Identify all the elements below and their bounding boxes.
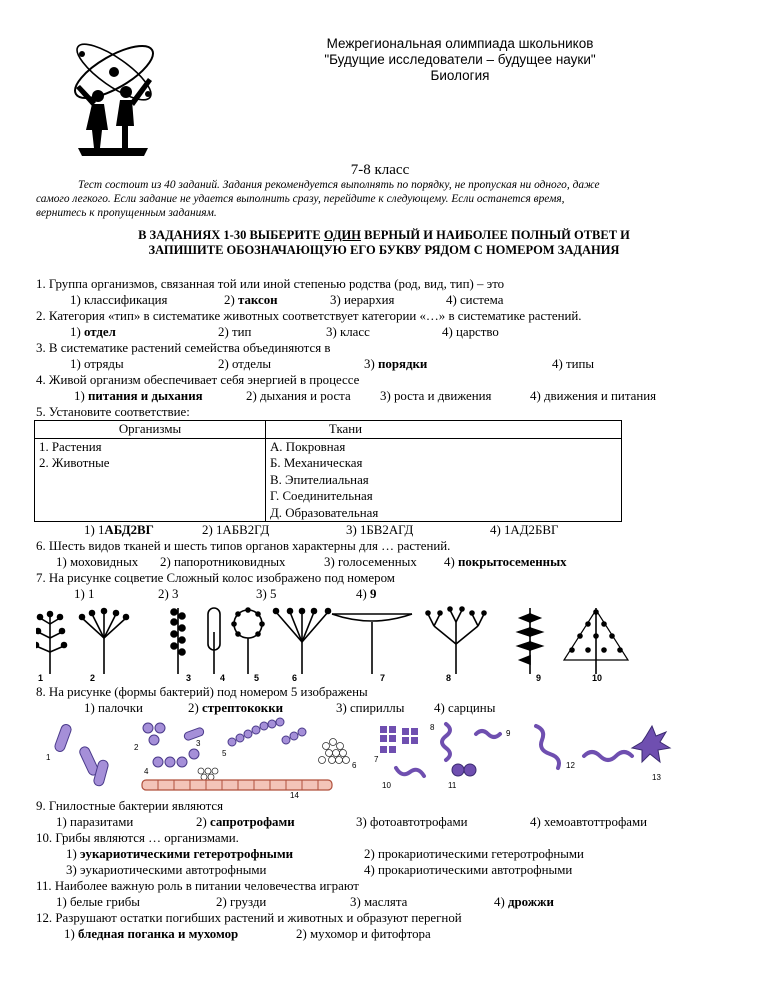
instruction-line-2: ЗАПИШИТЕ ОБОЗНАЧАЮЩУЮ ЕГО БУКВУ РЯДОМ С НОМЕРОМ ЗАДАНИЯ [148,243,620,257]
fig8-label: 4 [144,767,149,776]
fig8-label: 10 [382,781,391,790]
organism-item: 2. Животные [39,456,110,470]
q5-option-3: 3) 1БВ2АГД [346,523,414,537]
q9-option-2: 2) сапротрофами [196,815,295,829]
tissue-item: Б. Механическая [270,456,363,470]
fig8-label: 8 [430,723,435,732]
fig7-label: 6 [292,673,298,682]
q10-option-1: 1) эукариотическими гетеротрофными [66,847,294,861]
header-line-2: "Будущие исследователи – будущее науки" [324,52,596,67]
intro-line-2: самого легкого. Если задание не удается выполнить сразу, перейдите к следующему. Если останется время, [36,193,565,205]
fig8-label: 9 [506,729,511,738]
fig7-label: 3 [186,673,192,682]
inflorescence-9 [518,608,542,674]
fig7-label: 7 [380,673,386,682]
tissue-item: Г. Соединительная [270,489,373,503]
tissue-item: Д. Образовательная [270,505,379,520]
fig8-label: 12 [566,761,575,770]
q8-option-1: 1) палочки [84,701,143,715]
q10-option-2: 2) прокариотическими гетеротрофными [364,847,584,861]
q1-option-1: 1) классификация [70,293,168,307]
olympiad-logo [68,30,160,158]
matching-table [34,420,622,522]
q9-option-1: 1) паразитами [56,815,134,829]
q6-option-4: 4) покрытосеменных [444,555,567,569]
q8-option-2: 2) стрептококки [188,701,284,715]
q1-option-2: 2) таксон [224,293,278,307]
tissue-item: А. Покровная [270,439,346,454]
inflorescence-8 [426,607,486,674]
fig8-label: 11 [448,781,457,790]
inflorescence-2 [80,609,129,675]
q9-option-4: 4) хемоавтоттрофами [530,815,648,829]
fig8-label: 2 [134,743,139,752]
q1-option-3: 3) иерархия [330,293,395,307]
instruction-part-b: ОДИН [323,228,361,242]
inflorescence-1 [36,612,67,675]
fig8-label: 1 [46,753,51,762]
q12-option-1: 1) бледная поганка и мухомор [64,927,239,941]
fig8-label: 6 [352,761,357,770]
q2-option-2: 2) тип [218,325,252,339]
q6-option-2: 2) папоротниковидных [160,555,286,569]
q3-option-1: 1) отряды [70,357,124,371]
organism-item: 1. Растения [39,439,102,454]
q10-question: 10. Грибы являются … организмами. [36,831,239,845]
instruction-part-a: В ЗАДАНИЯХ 1-30 ВЫБЕРИТЕ [138,228,324,242]
q4-option-3: 3) роста и движения [380,389,492,403]
q5-option-2: 2) 1АБВ2ГД [202,523,270,537]
q12-option-2: 2) мухомор и фитофтора [296,927,431,941]
q8-question: 8. На рисунке (формы бактерий) под номером 5 изображены [36,685,368,699]
bacteria-figure [36,716,684,800]
q3-option-2: 2) отделы [218,357,272,371]
fig7-label: 1 [38,673,44,682]
q12-question: 12. Разрушают остатки погибших растений и животных и образуют перегной [36,911,462,925]
intro-line-1: Тест состоит из 40 заданий. Задания рекомендуется выполнять по порядку, не пропуская ни одного, даже [78,179,600,191]
col-organisms-header: Организмы [35,421,266,439]
q9-question: 9. Гнилостные бактерии являются [36,799,224,813]
q7-option-2: 2) 3 [158,587,179,601]
q2-option-3: 3) класс [326,325,370,339]
fig7-label: 8 [446,673,452,682]
q11-option-2: 2) грузди [216,895,267,909]
inflorescence-7 [332,614,412,674]
intro-line-3: вернитесь к пропущенным заданиям. [36,207,217,219]
q7-question: 7. На рисунке соцветие Сложный колос изображено под номером [36,571,395,585]
q6-option-1: 1) моховидных [56,555,139,569]
q5-question: 5. Установите соответствие: [36,405,190,419]
inflorescence-5 [232,608,264,674]
fig8-label: 5 [222,749,227,758]
header-line-1: Межрегиональная олимпиада школьников [326,36,594,51]
fig7-label: 5 [254,673,260,682]
header-line-3: Биология [430,68,490,83]
grade-title: 7-8 класс [350,162,410,178]
q4-option-4: 4) движения и питания [530,389,657,403]
q4-option-1: 1) питания и дыхания [74,389,203,403]
q3-option-4: 4) типы [552,357,595,371]
q8-option-3: 3) спириллы [336,701,405,715]
inflorescence-3 [171,608,185,674]
olympiad-header [270,36,650,84]
intro-text [36,178,736,220]
q8-option-4: 4) сарцины [434,701,496,715]
fig8-label: 14 [290,791,299,800]
inflorescence-figure [36,602,636,682]
q4-question: 4. Живой организм обеспечивает себя энергией в процессе [36,373,360,387]
fig7-label: 2 [90,673,96,682]
q5-option-1: 1) 1АБД2ВГ [84,523,154,537]
q10-option-3: 3) эукариотическими автотрофными [66,863,267,877]
q11-option-4: 4) дрожжи [494,895,554,909]
fig8-label: 7 [374,755,379,764]
inflorescence-10 [564,608,628,674]
q6-option-3: 3) голосеменных [324,555,417,569]
q4-option-2: 2) дыхания и роста [246,389,351,403]
fig7-label: 10 [592,673,603,682]
q7-option-4: 4) 9 [356,587,377,601]
q11-question: 11. Наиболее важную роль в питании человечества играют [36,879,359,893]
q11-option-3: 3) маслята [350,895,408,909]
q1-question: 1. Группа организмов, связанная той или иной степенью родства (род, вид, тип) – это [36,277,505,291]
tissue-item: В. Эпителиальная [270,472,369,487]
q2-option-4: 4) царство [442,325,499,339]
q2-question: 2. Категория «тип» в систематике животных соответствует категории «…» в систематике растений. [36,309,582,323]
fig8-label: 13 [652,773,661,782]
q11-option-1: 1) белые грибы [56,895,140,909]
q7-option-1: 1) 1 [74,587,95,601]
fig7-label: 9 [536,673,542,682]
fig8-label: 3 [196,739,201,748]
q2-option-1: 1) отдел [70,325,116,339]
q9-option-3: 3) фотоавтотрофами [356,815,468,829]
inflorescence-4 [208,608,220,674]
q10-option-4: 4) прокариотическими автотрофными [364,863,573,877]
q3-option-3: 3) порядки [364,357,428,371]
q3-question: 3. В систематике растений семейства объединяются в [36,341,331,355]
inflorescence-6 [274,609,331,675]
q6-question: 6. Шесть видов тканей и шесть типов органов характерны для … растений. [36,539,451,553]
fig7-label: 4 [220,673,226,682]
instruction-part-c: ВЕРНЫЙ И НАИБОЛЕЕ ПОЛНЫЙ ОТВЕТ И [361,228,630,242]
q7-option-3: 3) 5 [256,587,277,601]
q1-option-4: 4) система [446,293,504,307]
col-tissues-header: Ткани [266,421,622,439]
q5-option-4: 4) 1АД2БВГ [490,523,559,537]
instruction [60,228,708,258]
